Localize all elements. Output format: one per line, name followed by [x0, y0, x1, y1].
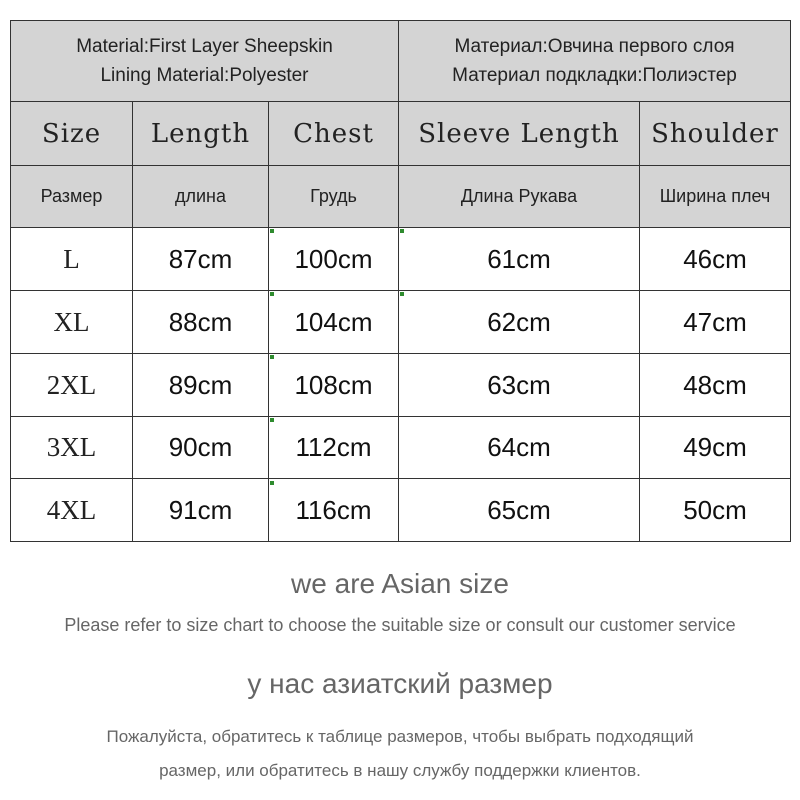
cell-marker: [270, 418, 274, 422]
header-length: Length: [133, 102, 269, 166]
shoulder-cell: 46cm: [640, 228, 791, 291]
chest-cell: 108cm: [269, 354, 399, 417]
material-en-cell: [11, 21, 399, 102]
header-shoulder: Shoulder: [640, 102, 791, 166]
length-cell: 90cm: [133, 417, 269, 479]
length-cell: 88cm: [133, 291, 269, 354]
header-sleeve-length-ru: Длина Рукава: [399, 166, 640, 228]
header-length-ru: длина: [133, 166, 269, 228]
material-en-line1: Material:First Layer Sheepskin: [76, 36, 333, 57]
sleeve-length-cell: 63cm: [399, 354, 640, 417]
size-chart-table: [10, 20, 790, 542]
sleeve-length-cell: 62cm: [399, 291, 640, 354]
header-chest-ru: Грудь: [269, 166, 399, 228]
header-size: Size: [11, 102, 133, 166]
header-chest: Chest: [269, 102, 399, 166]
size-cell: XL: [11, 291, 133, 354]
size-cell: 2XL: [11, 354, 133, 417]
cell-marker: [270, 481, 274, 485]
length-cell: 87cm: [133, 228, 269, 291]
asian-size-title: we are Asian size: [291, 568, 509, 599]
chest-cell: 112cm: [269, 417, 399, 479]
size-cell: 4XL: [11, 479, 133, 542]
asian-size-note-ru-line1: Пожалуйста, обратитесь к таблице размеров, чтобы выбрать подходящий: [106, 727, 694, 746]
cell-marker: [270, 229, 274, 233]
length-cell: 91cm: [133, 479, 269, 542]
cell-marker: [400, 229, 404, 233]
material-ru-line1: Материал:Овчина первого слоя: [454, 36, 735, 57]
length-cell: 89cm: [133, 354, 269, 417]
size-cell: L: [11, 228, 133, 291]
asian-size-note-ru-line2: размер, или обратитесь в нашу службу поддержки клиентов.: [159, 761, 641, 780]
header-shoulder-ru: Ширина плеч: [640, 166, 791, 228]
shoulder-cell: 48cm: [640, 354, 791, 417]
material-ru-line2: Материал подкладки:Полиэстер: [452, 65, 737, 86]
sleeve-length-cell: 61cm: [399, 228, 640, 291]
size-chart-grid: [10, 20, 791, 542]
cell-marker: [270, 355, 274, 359]
asian-size-title-ru: у нас азиатский размер: [247, 668, 553, 699]
header-sleeve-length: Sleeve Length: [399, 102, 640, 166]
asian-size-note-ru: [0, 720, 800, 788]
material-ru-cell: [399, 21, 791, 102]
cell-marker: [400, 292, 404, 296]
cell-marker: [270, 292, 274, 296]
sleeve-length-cell: 65cm: [399, 479, 640, 542]
asian-size-note: Please refer to size chart to choose the suitable size or consult our customer service: [64, 615, 736, 635]
material-en-line2: Lining Material:Polyester: [100, 65, 309, 86]
size-cell: 3XL: [11, 417, 133, 479]
chest-cell: 100cm: [269, 228, 399, 291]
shoulder-cell: 49cm: [640, 417, 791, 479]
chest-cell: 116cm: [269, 479, 399, 542]
header-size-ru: Размер: [11, 166, 133, 228]
chest-cell: 104cm: [269, 291, 399, 354]
shoulder-cell: 50cm: [640, 479, 791, 542]
sleeve-length-cell: 64cm: [399, 417, 640, 479]
shoulder-cell: 47cm: [640, 291, 791, 354]
